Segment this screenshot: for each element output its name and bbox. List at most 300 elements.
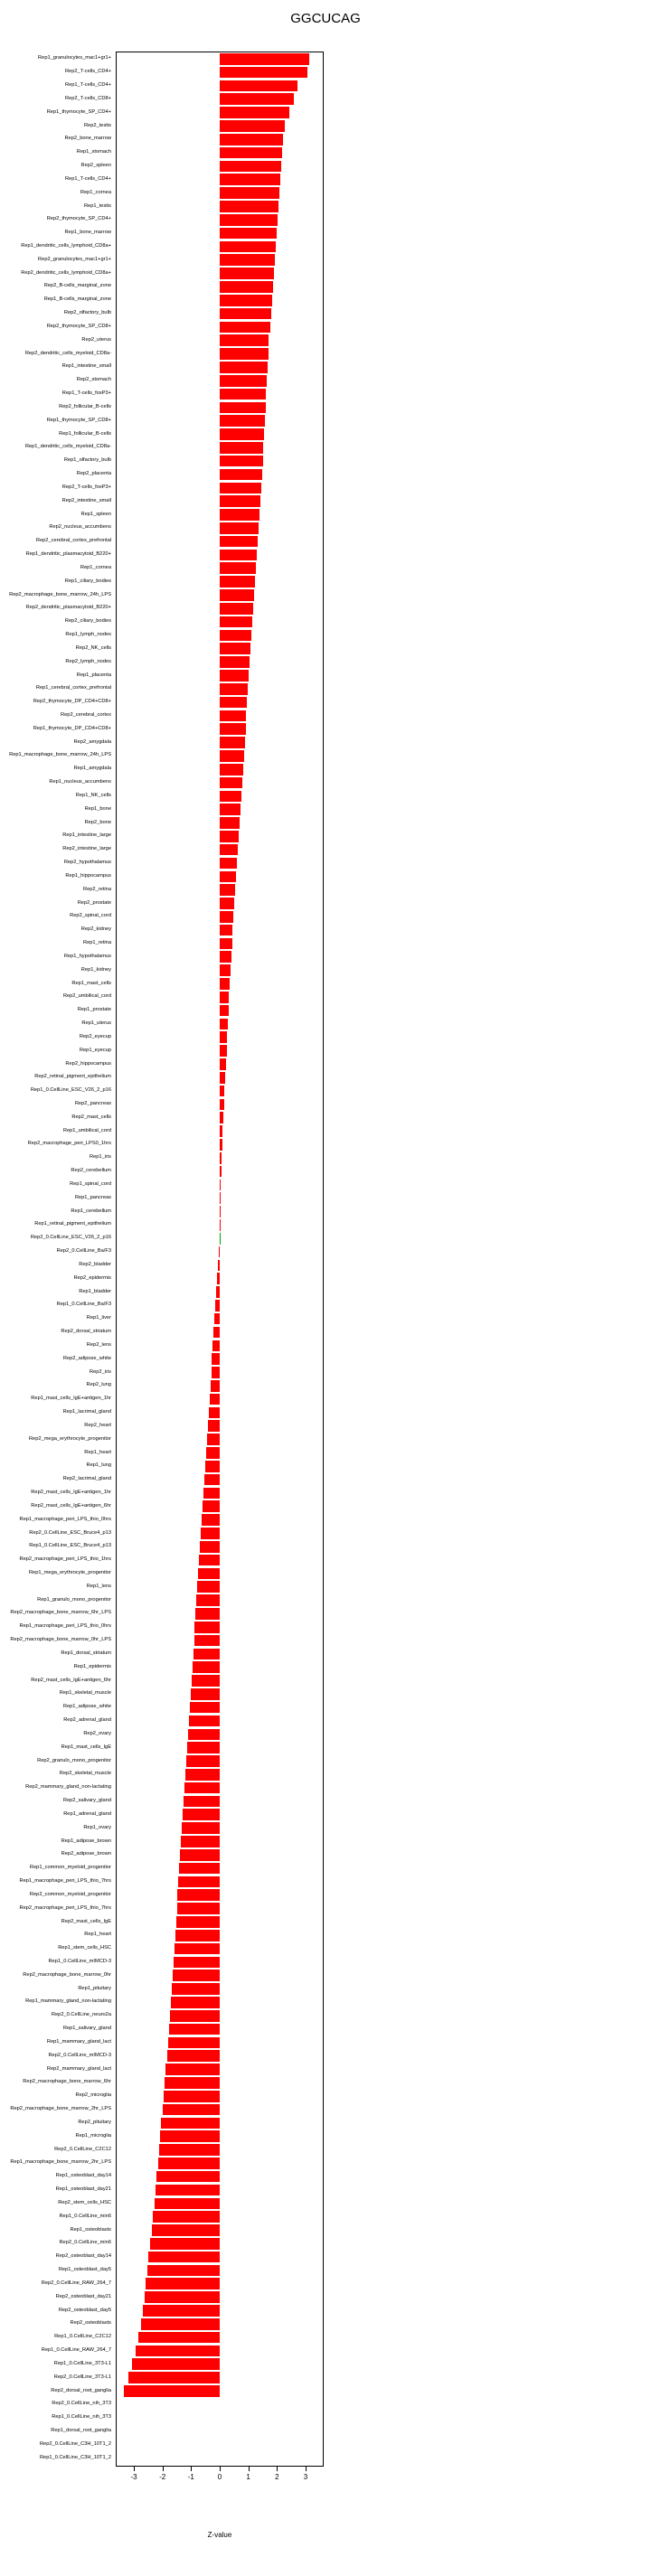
category-label-row — [0, 1969, 114, 1982]
category-label: Rep1_dendritic_cells_lymphoid_CD8a+ — [21, 243, 111, 249]
bar — [220, 402, 266, 414]
category-label-row — [0, 1004, 114, 1018]
bar-row — [117, 575, 323, 588]
category-label-row — [0, 2036, 114, 2050]
bar — [198, 1568, 220, 1580]
category-label-row — [0, 213, 114, 227]
bar-row — [117, 2264, 323, 2278]
bar — [174, 1957, 220, 1969]
category-label: Rep2_0.CellLine_nih_3T3 — [52, 2401, 111, 2407]
category-label-row — [0, 937, 114, 951]
category-label-row — [0, 1513, 114, 1527]
category-label-row — [0, 334, 114, 347]
bar — [204, 1474, 220, 1486]
bar-row — [117, 1111, 323, 1124]
category-label: Rep1_0.CellLine_ESC_V26_2_p16 — [30, 1087, 111, 1094]
bar — [220, 442, 263, 454]
category-label-row — [0, 1754, 114, 1768]
bar — [156, 2185, 220, 2196]
bar-row — [117, 92, 323, 106]
bar — [152, 2224, 220, 2236]
bar-row — [117, 2237, 323, 2251]
category-label-row — [0, 2317, 114, 2331]
category-label-row — [0, 830, 114, 843]
category-label: Rep1_dorsal_striatum — [61, 1650, 111, 1657]
bar-row — [117, 1929, 323, 1942]
bar — [165, 2077, 220, 2089]
bar — [220, 871, 236, 883]
bar — [220, 348, 269, 360]
bar — [153, 2211, 220, 2223]
bar — [220, 228, 277, 240]
bar-row — [117, 160, 323, 174]
bar — [220, 1139, 222, 1151]
bar — [219, 1246, 220, 1258]
category-label-row — [0, 2129, 114, 2143]
category-label-row — [0, 1580, 114, 1594]
bar — [194, 1635, 221, 1647]
bar-row — [117, 66, 323, 80]
bar — [220, 334, 269, 346]
bar-row — [117, 1942, 323, 1956]
bar — [220, 992, 229, 1003]
category-label: Rep2_dendritic_cells_lymphoid_CD8a+ — [21, 269, 111, 276]
category-label-row — [0, 1701, 114, 1715]
category-label: Rep1_adipose_brown — [61, 1838, 111, 1844]
category-label: Rep1_heart — [84, 1449, 111, 1455]
category-label: Rep2_follicular_B-cells — [59, 404, 111, 410]
bar — [124, 2385, 220, 2397]
category-label: Rep1_macrophage_peri_LPS_thio_7hrs — [19, 1878, 111, 1885]
bar — [220, 1112, 223, 1123]
category-label: Rep2_dorsal_root_ganglia — [51, 2387, 111, 2393]
bar-row — [117, 950, 323, 964]
category-label: Rep1_mammary_gland_lact — [46, 2039, 111, 2045]
category-label: Rep2_ovary — [83, 1731, 111, 1737]
category-label-row — [0, 2076, 114, 2090]
bar — [220, 1086, 224, 1097]
category-label-row — [0, 267, 114, 280]
category-label: Rep2_macrophage_peri_LPS_thio_1hrs — [19, 1556, 111, 1563]
bar — [197, 1581, 220, 1593]
bar — [220, 764, 243, 776]
bar-row — [117, 1728, 323, 1742]
category-label: Rep2_hippocampus — [65, 1060, 111, 1067]
category-label: Rep2_eyecup — [79, 1034, 111, 1040]
bar — [187, 1742, 220, 1753]
bar-row — [117, 883, 323, 897]
bar-row — [117, 749, 323, 763]
bar-row — [117, 1621, 323, 1634]
bar-row — [117, 1821, 323, 1835]
axis-tick — [277, 2467, 278, 2471]
bar-row — [117, 2090, 323, 2103]
category-label: Rep1_umbilical_cord — [62, 1127, 111, 1133]
category-label-row — [0, 1888, 114, 1902]
bar-row — [117, 401, 323, 415]
bar — [158, 2158, 220, 2169]
category-label-row — [0, 1030, 114, 1044]
category-label-row — [0, 1124, 114, 1138]
bar-row — [117, 763, 323, 776]
bar — [220, 1219, 221, 1231]
bar-row — [117, 388, 323, 401]
bar-row — [117, 106, 323, 119]
category-label: Rep1_macrophage_bone_marrow_2hr_LPS — [10, 2159, 111, 2166]
bar — [220, 120, 285, 132]
category-label: Rep1_cornea — [80, 565, 111, 571]
category-label: Rep1_hypothalamus — [63, 954, 111, 960]
bar-row — [117, 186, 323, 200]
bar-row — [117, 1754, 323, 1768]
bar — [203, 1488, 220, 1500]
bar-row — [117, 2438, 323, 2451]
bar-row — [117, 2345, 323, 2358]
bar — [201, 1528, 220, 1539]
bar-row — [117, 494, 323, 508]
category-label: Rep2_mega_erythrocyte_progenitor — [28, 1435, 111, 1442]
bar — [175, 1943, 220, 1955]
bar — [172, 1983, 220, 1995]
bar-row — [117, 1956, 323, 1970]
category-label: Rep2_macrophage_bone_marrow_6hr_LPS — [10, 1610, 111, 1616]
bar — [143, 2305, 220, 2317]
category-label-row — [0, 1433, 114, 1446]
bar-row — [117, 441, 323, 455]
bar-row — [117, 267, 323, 280]
category-label-row — [0, 682, 114, 696]
category-label-row — [0, 1406, 114, 1420]
category-label: Rep2_dendritic_plasmacytoid_B220+ — [25, 605, 111, 611]
bar-row — [117, 294, 323, 307]
category-label-row — [0, 227, 114, 240]
bar-row — [117, 2384, 323, 2398]
category-label-row — [0, 455, 114, 468]
category-label: Rep1_kidney — [80, 966, 111, 973]
bar — [159, 2144, 220, 2156]
bar — [220, 884, 235, 896]
bar — [220, 1058, 226, 1070]
category-label-row — [0, 2451, 114, 2465]
bar-row — [117, 1030, 323, 1044]
bar — [220, 80, 297, 92]
bar-row — [117, 428, 323, 441]
bar — [220, 362, 268, 373]
bar-row — [117, 146, 323, 160]
category-label: Rep1_spinal_cord — [70, 1181, 111, 1188]
bar — [220, 1152, 222, 1164]
category-label: Rep2_intestine_small — [61, 497, 111, 503]
category-label-row — [0, 1929, 114, 1942]
bar-row — [117, 629, 323, 643]
bar — [171, 1997, 220, 2008]
category-label-row — [0, 441, 114, 455]
bar-row — [117, 830, 323, 843]
category-label: Rep1_amygdala — [73, 766, 111, 772]
bar — [220, 187, 279, 199]
category-label: Rep1_pancreas — [74, 1194, 111, 1200]
category-label: Rep1_0.CellLine_nih_3T3 — [52, 2414, 111, 2421]
category-label: Rep2_osteoblast_day21 — [55, 2293, 111, 2299]
category-label-row — [0, 1527, 114, 1540]
bar-row — [117, 1406, 323, 1420]
category-label-row — [0, 1352, 114, 1366]
bar — [220, 1045, 227, 1057]
bar-row — [117, 2371, 323, 2384]
category-label: Rep2_amygdala — [73, 738, 111, 745]
category-label: Rep1_granulocytes_mac1+gr1+ — [38, 55, 111, 61]
bar-row — [117, 347, 323, 361]
bar — [220, 241, 276, 253]
category-label-row — [0, 388, 114, 401]
bar — [220, 911, 233, 923]
category-label: Rep1_lens — [86, 1583, 111, 1589]
category-label: Rep2_granulocytes_mac1+gr1+ — [38, 256, 111, 262]
bar — [220, 603, 253, 615]
category-label-row — [0, 2425, 114, 2439]
category-label-row — [0, 1567, 114, 1581]
category-label-row — [0, 1152, 114, 1165]
category-label: Rep1_mast_cells_IgE+antigen_1hr — [31, 1396, 111, 1402]
category-label-row — [0, 1071, 114, 1085]
bar — [212, 1340, 220, 1352]
category-label: Rep1_common_myeloid_progenitor — [29, 1865, 111, 1871]
category-label-row — [0, 616, 114, 629]
category-label: Rep2_nucleus_accumbens — [49, 524, 111, 531]
bar-row — [117, 1835, 323, 1848]
bar — [132, 2358, 220, 2370]
category-label-row — [0, 2304, 114, 2317]
bar — [220, 1180, 221, 1191]
category-label: Rep2_osteoblast_day14 — [55, 2253, 111, 2260]
category-label-row — [0, 1487, 114, 1500]
category-label-row — [0, 2090, 114, 2103]
bar-row — [117, 1352, 323, 1366]
bar-row — [117, 1285, 323, 1299]
bar — [217, 1273, 220, 1284]
category-label: Rep1_intestine_large — [62, 832, 111, 839]
category-label: Rep1_retinal_pigment_epithelium — [34, 1221, 111, 1227]
bar-row — [117, 522, 323, 535]
category-label-row — [0, 374, 114, 388]
category-label: Rep2_0.CellLine_mIMCD-3 — [48, 2052, 111, 2058]
axis-tick-label: 3 — [303, 2473, 308, 2481]
bar — [163, 2104, 220, 2116]
category-label: Rep2_macrophage_bone_marrow_0hr_LPS — [10, 1637, 111, 1643]
category-label: Rep2_microglia — [75, 2092, 111, 2099]
bar — [220, 214, 278, 226]
bar-row — [117, 2184, 323, 2197]
category-label-row — [0, 1018, 114, 1031]
bar — [189, 1716, 220, 1727]
bar — [141, 2318, 220, 2330]
axis-tick-label: -3 — [130, 2473, 137, 2481]
bar — [220, 1099, 224, 1111]
category-label-row — [0, 629, 114, 643]
category-label: Rep1_dendritic_cells_myeloid_CD8a- — [24, 444, 111, 450]
category-label: Rep2_hypothalamus — [63, 860, 111, 866]
bar-row — [117, 2451, 323, 2465]
bar — [220, 308, 271, 320]
bar-row — [117, 924, 323, 937]
bar — [220, 831, 239, 842]
category-label-row — [0, 2398, 114, 2411]
category-label-row — [0, 1835, 114, 1848]
bar-row — [117, 1044, 323, 1058]
category-label-row — [0, 575, 114, 588]
category-label: Rep2_osteoblasts — [70, 2320, 111, 2327]
category-label: Rep2_0.CellLine_ESC_V26_2_p16 — [30, 1235, 111, 1241]
bar-row — [117, 937, 323, 951]
category-label: Rep2_heart — [84, 1423, 111, 1429]
category-label: Rep2_0.CellLine_neuro2a — [51, 2012, 111, 2018]
bar-row — [117, 710, 323, 723]
bar-row — [117, 776, 323, 790]
bar-row — [117, 964, 323, 977]
bar-row — [117, 1902, 323, 1915]
category-label-row — [0, 1419, 114, 1433]
bar-row — [117, 1419, 323, 1433]
category-label: Rep1_spleen — [80, 511, 111, 517]
category-label-row — [0, 776, 114, 790]
bar — [220, 174, 280, 185]
category-label-row — [0, 1393, 114, 1406]
category-label-row — [0, 843, 114, 857]
category-label-row — [0, 522, 114, 535]
bar — [146, 2278, 220, 2289]
bar — [220, 630, 251, 642]
bar — [220, 616, 252, 628]
category-label: Rep1_osteoblast_day14 — [55, 2173, 111, 2179]
bar — [220, 951, 231, 963]
category-label-row — [0, 1165, 114, 1179]
bar-row — [117, 1071, 323, 1085]
bar-row — [117, 1513, 323, 1527]
category-label-row — [0, 1299, 114, 1312]
bar-row — [117, 1660, 323, 1674]
category-label: Rep2_testis — [83, 122, 111, 128]
category-label: Rep1_0.CellLine_C3H_10T1_2 — [39, 2454, 111, 2460]
bar-row — [117, 2210, 323, 2223]
bar-row — [117, 1607, 323, 1621]
bar-row — [117, 2143, 323, 2157]
category-label-row — [0, 950, 114, 964]
category-label-row — [0, 253, 114, 267]
bar — [220, 1206, 221, 1217]
bar — [220, 147, 282, 159]
category-label-row — [0, 186, 114, 200]
category-label: Rep2_epidermis — [73, 1274, 111, 1281]
bar-row — [117, 1996, 323, 2009]
bar — [184, 1796, 220, 1808]
category-label: Rep1_prostate — [77, 1007, 111, 1013]
bar-row — [117, 253, 323, 267]
bar-row — [117, 642, 323, 655]
category-label-row — [0, 1285, 114, 1299]
category-label-row — [0, 1956, 114, 1970]
bar-row — [117, 1674, 323, 1688]
category-label: Rep2_T-cells_CD4+ — [64, 69, 111, 75]
category-label-row — [0, 1446, 114, 1460]
bar-row — [117, 1888, 323, 1902]
bar-row — [117, 1246, 323, 1259]
category-label: Rep1_bone_marrow — [64, 230, 111, 236]
bar-row — [117, 1969, 323, 1982]
category-label-row — [0, 561, 114, 575]
bar — [220, 495, 260, 507]
category-label-row — [0, 1982, 114, 1996]
category-label-row — [0, 1540, 114, 1554]
category-label: Rep2_cerebellum — [71, 1168, 111, 1174]
bar — [138, 2332, 220, 2344]
bar-row — [117, 857, 323, 870]
bar — [136, 2346, 220, 2357]
bar — [195, 1608, 220, 1620]
category-label-row — [0, 1660, 114, 1674]
category-label-row — [0, 1326, 114, 1340]
bar-row — [117, 1446, 323, 1460]
bar-row — [117, 1165, 323, 1179]
bar — [220, 428, 264, 440]
category-label-row — [0, 119, 114, 133]
category-label-row — [0, 494, 114, 508]
bar — [220, 389, 266, 400]
bar — [205, 1461, 220, 1472]
bar-row — [117, 508, 323, 522]
category-label: Rep2_adrenal_gland — [63, 1717, 111, 1724]
bar-row — [117, 1299, 323, 1312]
category-label-row — [0, 655, 114, 669]
bar — [220, 697, 247, 709]
category-label-row — [0, 133, 114, 146]
category-label: Rep2_lens — [86, 1342, 111, 1349]
category-label-row — [0, 710, 114, 723]
category-label-row — [0, 924, 114, 937]
category-label: Rep2_cerebral_cortex_prefrontal — [35, 538, 111, 544]
bar-row — [117, 1473, 323, 1487]
category-label: Rep2_0.CellLine_ESC_Bruce4_p13 — [29, 1529, 111, 1536]
category-label: Rep1_mast_cells — [71, 980, 111, 986]
axis-tick — [163, 2467, 164, 2471]
category-label-row — [0, 2009, 114, 2023]
category-label-row — [0, 816, 114, 830]
bar-row — [117, 321, 323, 334]
category-label-row — [0, 1191, 114, 1205]
category-label-row — [0, 401, 114, 415]
bar — [173, 1970, 220, 1981]
bar-row — [117, 1393, 323, 1406]
bar-row — [117, 803, 323, 816]
bar — [181, 1836, 220, 1847]
category-label: Rep1_granulo_mono_progenitor — [37, 1596, 111, 1603]
category-label: Rep2_pancreas — [74, 1101, 111, 1107]
category-label: Rep2_placenta — [76, 471, 111, 477]
bar — [147, 2265, 220, 2277]
category-label-row — [0, 2049, 114, 2063]
category-label: Rep2_mast_cells_IgE — [61, 1918, 111, 1924]
bar — [220, 536, 258, 548]
bar — [220, 844, 238, 856]
bar-row — [117, 2049, 323, 2063]
category-label-row — [0, 602, 114, 616]
category-label-row — [0, 910, 114, 924]
category-label: Rep1_cerebellum — [71, 1208, 111, 1214]
category-label: Rep1_stem_cells_HSC — [58, 1945, 111, 1951]
category-label: Rep1_0.CellLine_RAW_264_7 — [41, 2347, 111, 2354]
bar-row — [117, 1004, 323, 1018]
category-label-row — [0, 669, 114, 682]
category-label: Rep2_B-cells_marginal_zone — [43, 283, 111, 289]
